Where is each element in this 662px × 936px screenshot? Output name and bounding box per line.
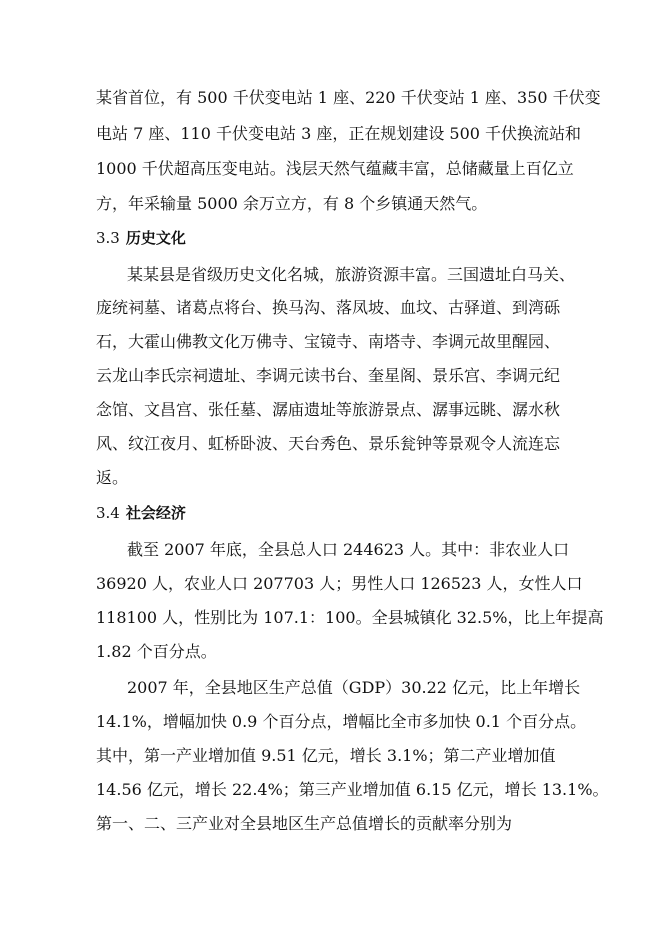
section-number: 3.4 [96,504,120,522]
section-heading-3-3 [96,228,186,248]
paragraph-line: 截至 2007 年底，全县总人口 244623 人。其中：非农业人口 [127,540,570,559]
paragraph-line: 36920 人，农业人口 207703 人；男性人口 126523 人，女性人口 [96,574,583,593]
paragraph-line: 其中，第一产业增加值 9.51 亿元，增长 3.1%；第二产业增加值 [96,746,556,765]
section-title: 历史文化 [125,229,186,247]
section-title: 社会经济 [125,504,186,522]
paragraph-line: 念馆、文昌宫、张任墓、潺庙遗址等旅游景点、潺事远眺、潺水秋 [96,400,561,419]
paragraph-line: 14.56 亿元，增长 22.4%；第三产业增加值 6.15 亿元，增长 13.1%。 [96,780,609,799]
paragraph-line: 返。 [96,468,129,487]
section-number: 3.3 [96,229,120,247]
paragraph-line: 第一、二、三产业对全县地区生产总值增长的贡献率分别为 [96,814,513,833]
paragraph-line: 1.82 个百分点。 [96,642,217,661]
paragraph-line: 电站 7 座、110 千伏变电站 3 座，正在规划建设 500 千伏换流站和 [96,124,582,143]
paragraph-line: 某省首位，有 500 千伏变电站 1 座、220 千伏变站 1 座、350 千伏变 [96,88,601,107]
paragraph-line: 2007 年，全县地区生产总值（GDP）30.22 亿元，比上年增长 [127,678,581,697]
section-heading-3-4 [96,503,186,523]
paragraph-line: 风、纹江夜月、虹桥卧波、天台秀色、景乐瓮钟等景观令人流连忘 [96,434,561,453]
paragraph-line: 石，大霍山佛教文化万佛寺、宝镜寺、南塔寺、李调元故里醒园、 [96,332,561,351]
paragraph-line: 某某县是省级历史文化名城，旅游资源丰富。三国遗址白马关、 [127,265,576,284]
paragraph-line: 方，年采输量 5000 余万立方，有 8 个乡镇通天然气。 [96,194,488,213]
paragraph-line: 14.1%，增幅加快 0.9 个百分点，增幅比全市多加快 0.1 个百分点。 [96,712,587,731]
paragraph-line: 1000 千伏超高压变电站。浅层天然气蕴藏丰富，总储藏量上百亿立 [96,159,574,178]
paragraph-line: 118100 人，性别比为 107.1：100。全县城镇化 32.5%，比上年提高 [96,608,604,627]
paragraph-line: 云龙山李氏宗祠遗址、李调元读书台、奎星阁、景乐宫、李调元纪 [96,366,561,385]
paragraph-line: 庞统祠墓、诸葛点将台、换马沟、落凤坡、血坟、古驿道、到湾砾 [96,298,561,317]
